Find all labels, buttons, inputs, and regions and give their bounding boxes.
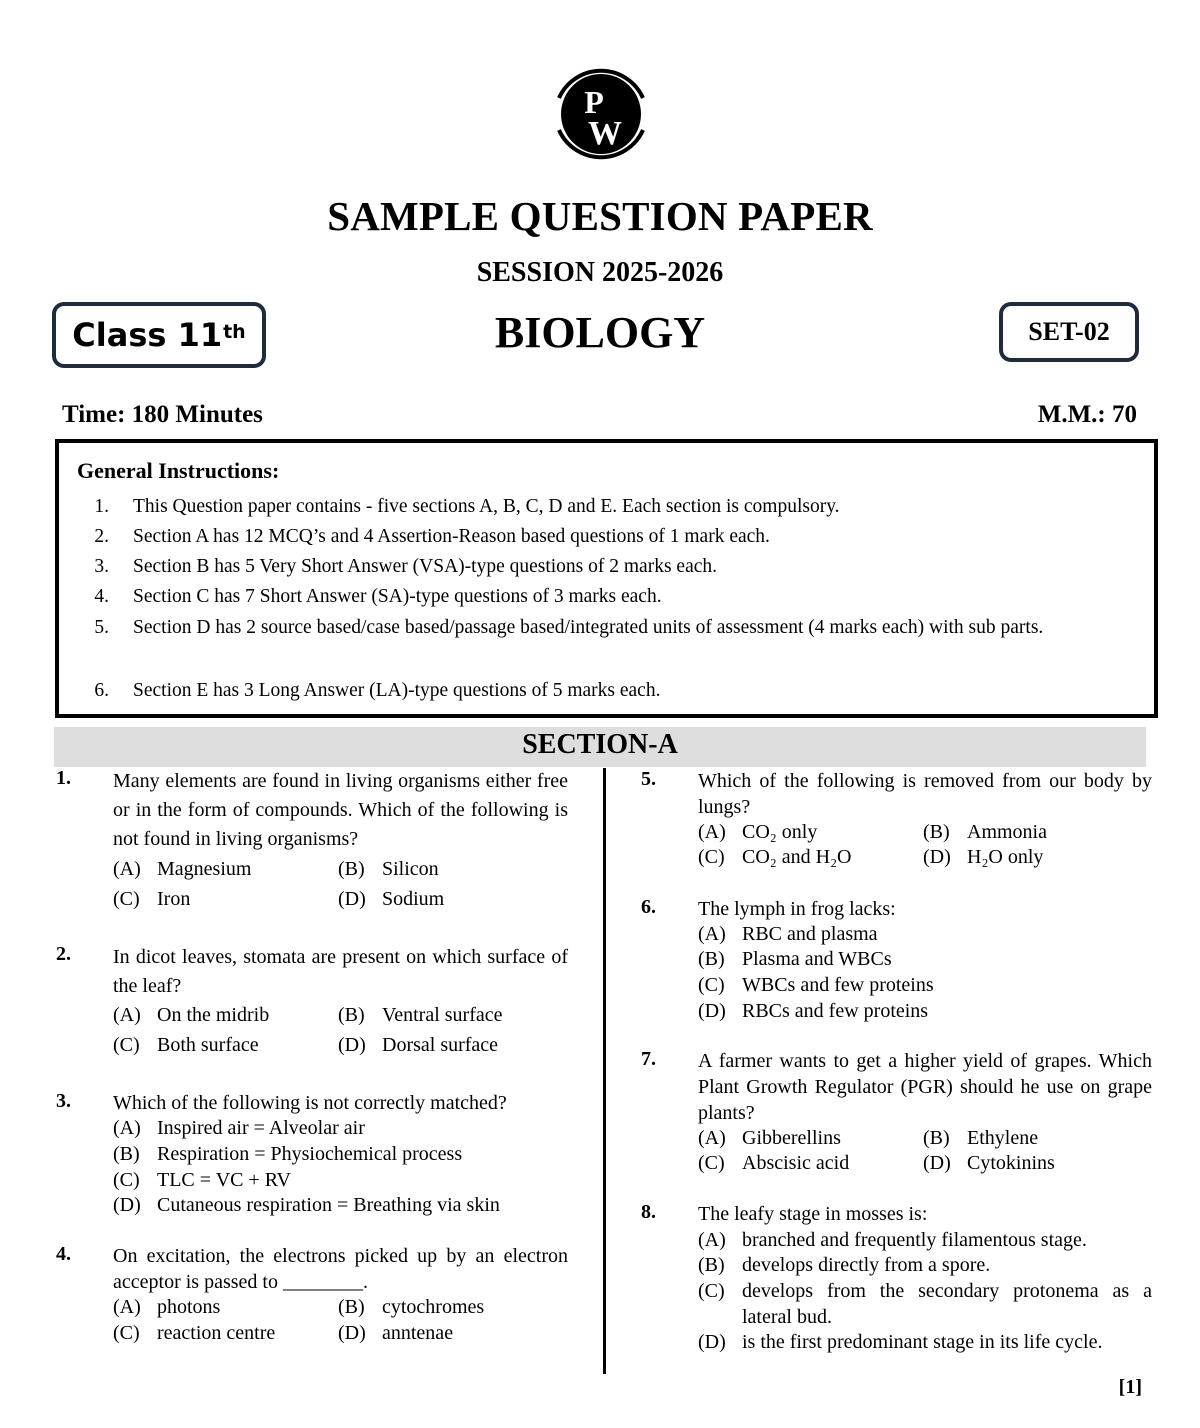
question-number: 8. bbox=[641, 1201, 656, 1223]
option-text: Ammonia bbox=[967, 821, 1047, 843]
option bbox=[338, 1320, 453, 1346]
option-letter: (D) bbox=[698, 1331, 726, 1353]
question-number: 7. bbox=[641, 1048, 656, 1070]
option-text: On the midrib bbox=[157, 1004, 270, 1026]
question-text: A farmer wants to get a higher yield of grapes. Which Plant Growth Regulator (PGR) should he use on grape plants? bbox=[698, 1050, 1152, 1124]
option-letter: (B) bbox=[923, 1127, 950, 1149]
option-letter: (D) bbox=[338, 1034, 366, 1056]
option bbox=[113, 1002, 269, 1028]
option bbox=[113, 1167, 291, 1193]
option bbox=[338, 856, 439, 882]
option bbox=[698, 844, 852, 870]
question-text: Which of the following is not correctly matched? bbox=[113, 1092, 507, 1114]
instructions-heading: General Instructions: bbox=[77, 458, 280, 483]
max-marks-label: M.M.: 70 bbox=[1037, 401, 1137, 428]
option-letter: (C) bbox=[113, 888, 140, 910]
option bbox=[698, 1150, 849, 1176]
time-label: Time: 180 Minutes bbox=[62, 401, 263, 428]
option bbox=[698, 819, 817, 845]
option-text: develops from the secondary protonema as a lateral bud. bbox=[742, 1280, 1152, 1328]
page-number: [1] bbox=[1118, 1376, 1142, 1398]
option-text: H₂O only bbox=[967, 846, 1044, 868]
question-text: On excitation, the electrons picked up by an electron acceptor is passed to ________. bbox=[113, 1245, 568, 1293]
option bbox=[923, 1150, 1055, 1176]
option-text: cytochromes bbox=[382, 1296, 485, 1318]
option bbox=[113, 1141, 462, 1167]
option-text: Respiration = Physiochemical process bbox=[157, 1143, 463, 1165]
option-text: CO₂ and H₂O bbox=[742, 846, 852, 868]
option-text: photons bbox=[157, 1296, 221, 1318]
instruction-text: Section B has 5 Very Short Answer (VSA)-type questions of 2 marks each. bbox=[133, 556, 718, 577]
option-text: anntenae bbox=[382, 1322, 454, 1344]
option-letter: (A) bbox=[698, 821, 726, 843]
option-letter: (B) bbox=[923, 821, 950, 843]
general-instructions-box bbox=[55, 439, 1158, 718]
question-text: The lymph in frog lacks: bbox=[698, 898, 896, 920]
option bbox=[698, 998, 928, 1024]
option-letter: (B) bbox=[698, 1254, 725, 1276]
option-text: RBCs and few proteins bbox=[742, 1000, 929, 1022]
option-text: develops directly from a spore. bbox=[742, 1254, 991, 1276]
paper-title: SAMPLE QUESTION PAPER bbox=[327, 193, 873, 239]
subject-title: BIOLOGY bbox=[494, 308, 706, 357]
option bbox=[923, 844, 1043, 870]
instruction-text: Section C has 7 Short Answer (SA)-type questions of 3 marks each. bbox=[133, 586, 662, 607]
instruction-text: Section D has 2 source based/case based/passage based/integrated units of assessment (4 marks each) with sub parts. bbox=[133, 617, 1044, 638]
option-letter: (D) bbox=[338, 1322, 366, 1344]
option-letter: (C) bbox=[698, 974, 725, 996]
option-text: CO₂ only bbox=[742, 821, 818, 843]
option-text: Cytokinins bbox=[967, 1152, 1055, 1174]
option-letter: (C) bbox=[113, 1169, 140, 1191]
option bbox=[698, 1252, 990, 1278]
option-text: is the first predominant stage in its life cycle. bbox=[742, 1331, 1103, 1353]
option-text: Sodium bbox=[382, 888, 445, 910]
option-letter: (B) bbox=[338, 1004, 365, 1026]
option bbox=[113, 886, 190, 912]
set-badge: SET-02 bbox=[999, 302, 1139, 362]
option bbox=[698, 972, 934, 998]
option-letter: (A) bbox=[698, 923, 726, 945]
option bbox=[923, 819, 1047, 845]
instruction-number: 4. bbox=[94, 586, 109, 607]
logo-letter-w: W bbox=[588, 115, 622, 152]
option bbox=[113, 1115, 365, 1141]
option bbox=[113, 1192, 500, 1218]
option-text: Cutaneous respiration = Breathing via skin bbox=[157, 1194, 500, 1216]
option-letter: (A) bbox=[113, 1117, 141, 1139]
option-text: Magnesium bbox=[157, 858, 252, 880]
option bbox=[338, 1032, 498, 1058]
question-text: Many elements are found in living organisms either free or in the form of compounds. Which of the following is not found in living organisms? bbox=[113, 770, 568, 850]
option bbox=[698, 1329, 1102, 1355]
question-number: 6. bbox=[641, 896, 656, 918]
question-text: Which of the following is removed from our body by lungs? bbox=[698, 770, 1152, 818]
option-letter: (B) bbox=[113, 1143, 140, 1165]
question-text: In dicot leaves, stomata are present on which surface of the leaf? bbox=[113, 946, 568, 997]
question-text: The leafy stage in mosses is: bbox=[698, 1203, 928, 1225]
option-letter: (A) bbox=[113, 1296, 141, 1318]
class-badge bbox=[52, 302, 266, 368]
option-text: Dorsal surface bbox=[382, 1034, 499, 1056]
option-letter: (A) bbox=[698, 1229, 726, 1251]
option-text: Abscisic acid bbox=[742, 1152, 850, 1174]
option bbox=[113, 856, 251, 882]
option-letter: (C) bbox=[698, 1152, 725, 1174]
question-number: 4. bbox=[56, 1243, 71, 1265]
session-label: SESSION 2025-2026 bbox=[476, 257, 724, 288]
option-text: Both surface bbox=[157, 1034, 259, 1056]
option bbox=[698, 1278, 1152, 1330]
pw-logo bbox=[545, 58, 657, 170]
option-letter: (D) bbox=[698, 1000, 726, 1022]
instruction-text: Section E has 3 Long Answer (LA)-type questions of 5 marks each. bbox=[133, 680, 661, 701]
option-text: branched and frequently filamentous stage. bbox=[742, 1229, 1087, 1251]
option-letter: (A) bbox=[113, 1004, 141, 1026]
instruction-number: 5. bbox=[94, 617, 109, 638]
option bbox=[338, 886, 444, 912]
instruction-number: 2. bbox=[94, 526, 109, 547]
option-letter: (A) bbox=[698, 1127, 726, 1149]
option bbox=[113, 1032, 259, 1058]
option-letter: (D) bbox=[923, 846, 951, 868]
option-text: reaction centre bbox=[157, 1322, 276, 1344]
option-letter: (C) bbox=[113, 1322, 140, 1344]
option-text: Silicon bbox=[382, 858, 439, 880]
question-number: 3. bbox=[56, 1090, 71, 1112]
instruction-number: 1. bbox=[94, 496, 109, 517]
option bbox=[698, 1125, 841, 1151]
question-number: 2. bbox=[56, 943, 71, 965]
option-letter: (D) bbox=[113, 1194, 141, 1216]
option bbox=[698, 921, 878, 947]
class-label: Class 11 bbox=[72, 316, 223, 354]
option-letter: (D) bbox=[923, 1152, 951, 1174]
option-text: Gibberellins bbox=[742, 1127, 841, 1149]
option bbox=[113, 1294, 220, 1320]
option-letter: (A) bbox=[113, 858, 141, 880]
option-letter: (B) bbox=[338, 1296, 365, 1318]
column-divider bbox=[603, 768, 606, 1374]
option bbox=[698, 946, 892, 972]
option bbox=[698, 1227, 1087, 1253]
option-text: Ethylene bbox=[967, 1127, 1039, 1149]
option-text: Inspired air = Alveolar air bbox=[157, 1117, 365, 1139]
section-title: SECTION-A bbox=[522, 729, 678, 760]
option-text: TLC = VC + RV bbox=[157, 1169, 291, 1191]
option-text: RBC and plasma bbox=[742, 923, 878, 945]
option-text: Iron bbox=[157, 888, 191, 910]
option-letter: (B) bbox=[698, 948, 725, 970]
class-suffix: th bbox=[223, 321, 246, 343]
option-text: Ventral surface bbox=[382, 1004, 503, 1026]
option-letter: (C) bbox=[698, 1280, 725, 1302]
option bbox=[338, 1294, 484, 1320]
option-text: Plasma and WBCs bbox=[742, 948, 892, 970]
option-letter: (D) bbox=[338, 888, 366, 910]
question-number: 1. bbox=[56, 767, 71, 789]
logo-letter-p: P bbox=[584, 84, 604, 120]
option-letter: (C) bbox=[698, 846, 725, 868]
question-number: 5. bbox=[641, 768, 656, 790]
option-text: WBCs and few proteins bbox=[742, 974, 934, 996]
option-letter: (B) bbox=[338, 858, 365, 880]
option bbox=[923, 1125, 1038, 1151]
option-letter: (C) bbox=[113, 1034, 140, 1056]
instruction-number: 3. bbox=[94, 556, 109, 577]
option bbox=[113, 1320, 275, 1346]
option bbox=[338, 1002, 503, 1028]
instruction-number: 6. bbox=[94, 680, 109, 701]
instruction-text: Section A has 12 MCQ’s and 4 Assertion-Reason based questions of 1 mark each. bbox=[133, 526, 770, 547]
instruction-text: This Question paper contains - five sections A, B, C, D and E. Each section is compulsory. bbox=[133, 496, 840, 517]
